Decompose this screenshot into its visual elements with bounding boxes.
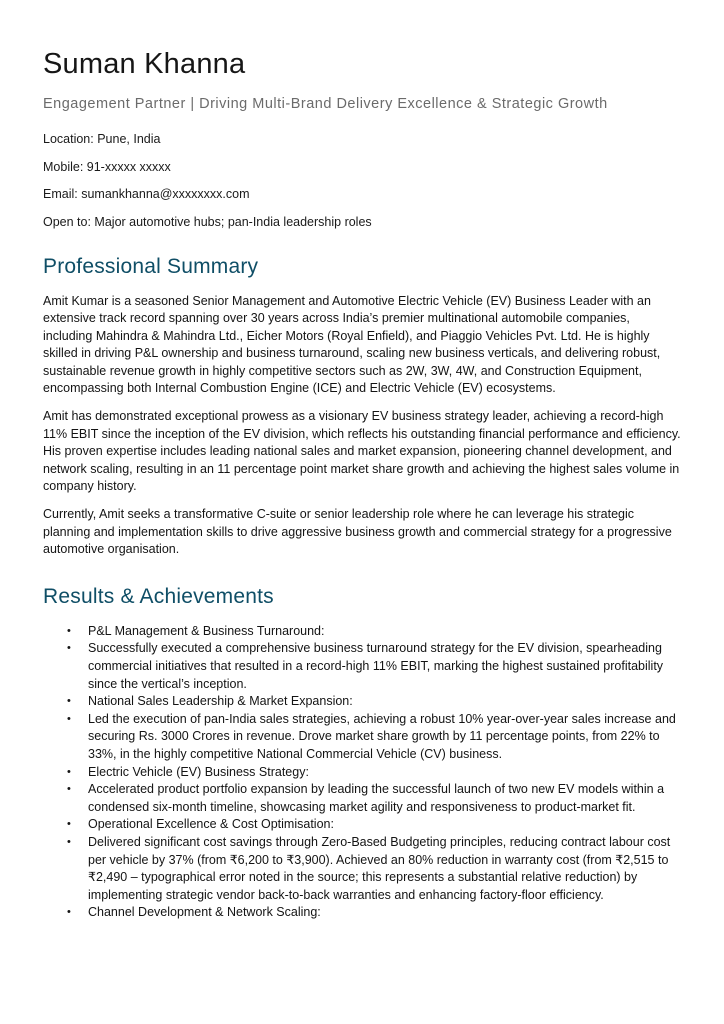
list-item-text: Electric Vehicle (EV) Business Strategy: — [88, 764, 309, 779]
list-item — [43, 764, 681, 782]
summary-paragraph: Currently, Amit seeks a transformative C-suite or senior leadership role where he can leverage his strategic planning and implementation skills to drive aggressive business growth and commercial strategy for a progressive automotive organisation. — [43, 507, 672, 557]
bullet-icon: • — [67, 642, 71, 655]
list-item — [43, 711, 681, 764]
list-item — [43, 623, 681, 641]
bullet-icon: • — [67, 783, 71, 796]
list-item-text: Accelerated product portfolio expansion by leading the successful launch of two new EV models within a condensed six-month timeline, showcasing market agility and responsiveness to product-market fit. — [88, 782, 665, 814]
bullet-icon: • — [67, 624, 71, 637]
list-item-text: Operational Excellence & Cost Optimisation: — [88, 817, 334, 832]
bullet-icon: • — [67, 818, 71, 831]
headline: Engagement Partner | Driving Multi-Brand Delivery Excellence & Strategic Growth — [43, 96, 608, 112]
bullet-icon: • — [67, 765, 71, 778]
bullet-icon: • — [67, 695, 71, 708]
contact-mobile: Mobile: 91-xxxxx xxxxx — [43, 159, 171, 174]
contact-email: Email: sumankhanna@xxxxxxxx.com — [43, 187, 250, 201]
bullet-icon: • — [67, 712, 71, 725]
list-item-text: Channel Development & Network Scaling: — [88, 905, 321, 920]
list-item — [43, 640, 681, 693]
section-title-results-achievements: Results & Achievements — [43, 584, 274, 608]
list-item — [43, 693, 681, 711]
contact-location: Location: Pune, India — [43, 132, 161, 146]
list-item-text: Delivered significant cost savings through Zero-Based Budgeting principles, reducing contract labour cost per vehicle by 37% (from ₹6,200 to ₹3,900). Achieved an 80% reduction in warranty cost (from ₹2,515 to ₹2,490 – typographical error noted in the source; this represents a substantial relative reduction) by implementing strategic vendor back-to-back warranties and enhancing factory-floor efficiency. — [88, 834, 671, 902]
contact-block — [43, 132, 681, 229]
list-item-text: Led the execution of pan-India sales strategies, achieving a robust 10% year-over-year sales increase and securing Rs. 3000 Crores in revenue. Drove market share growth by 11 percentage points, from 22% to 33%, in the highly competitive National Commercial Vehicle (CV) business. — [88, 711, 676, 761]
list-item — [43, 781, 681, 816]
list-item — [43, 834, 681, 904]
person-name: Suman Khanna — [43, 48, 246, 80]
list-item-text: P&L Management & Business Turnaround: — [88, 623, 325, 638]
list-item-text: Successfully executed a comprehensive business turnaround strategy for the EV division, spearheading commercial initiatives that resulted in a record-high 11% EBIT, marking the highest sustained profitability since the vertical’s inception. — [88, 641, 664, 691]
section-title-professional-summary: Professional Summary — [43, 254, 259, 278]
bullet-icon: • — [67, 835, 71, 848]
summary-paragraph: Amit Kumar is a seasoned Senior Management and Automotive Electric Vehicle (EV) Business Leader with an extensive track record spanning over 30 years across India’s premier multinational automobile companies, including Mahindra & Mahindra Ltd., Eicher Motors (Royal Enfield), and Piaggio Vehicles Pvt. Ltd. He is highly skilled in driving P&L ownership and business turnaround, scaling new business verticals, and delivering robust, sustainable revenue growth in highly competitive sectors such as 2W, 3W, 4W, and Construction Equipment, encompassing both Internal Combustion Engine (ICE) and Electric Vehicle (EV) ecosystems. — [43, 293, 661, 396]
contact-open-to: Open to: Major automotive hubs; pan-India leadership roles — [43, 214, 372, 229]
bullet-icon: • — [67, 906, 71, 919]
achievements-list — [43, 623, 681, 922]
summary-paragraph: Amit has demonstrated exceptional prowess as a visionary EV business strategy leader, achieving a record-high 11% EBIT since the inception of the EV division, which reflects his outstanding financial performance and efficiency. His proven expertise includes leading national sales and market expansion, pioneering channel development, and network scaling, resulting in an 11 percentage point market share growth and achieving the highest sales volume in company history. — [43, 409, 681, 494]
list-item-text: National Sales Leadership & Market Expansion: — [88, 694, 353, 709]
list-item — [43, 816, 681, 834]
list-item — [43, 904, 681, 922]
